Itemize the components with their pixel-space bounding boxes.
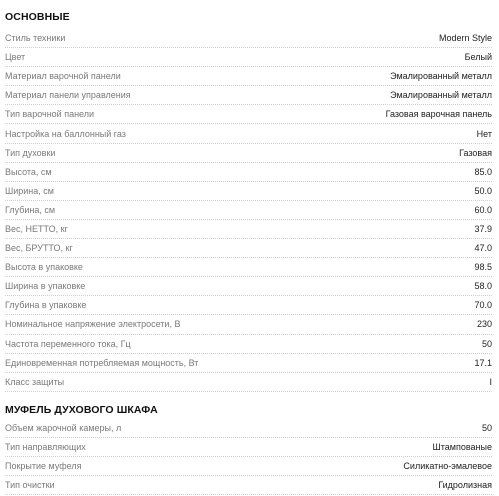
spec-row <box>5 86 492 105</box>
spec-value: I <box>489 376 492 387</box>
spec-row <box>5 457 492 476</box>
spec-label: Стиль техники <box>5 33 66 44</box>
section-title-main: ОСНОВНЫЕ <box>5 11 70 23</box>
spec-value: 58.0 <box>474 281 492 292</box>
spec-value: 230 <box>476 319 492 330</box>
spec-row <box>5 277 492 296</box>
spec-label: Номинальное напряжение электросети, В <box>5 319 181 330</box>
spec-row <box>5 354 492 373</box>
spec-label: Цвет <box>5 52 26 63</box>
spec-value: 50 <box>481 338 492 349</box>
spec-row <box>5 182 492 201</box>
spec-value: Белый <box>464 52 492 63</box>
spec-label: Тип направляющих <box>5 441 86 452</box>
spec-value: 50 <box>481 422 492 433</box>
spec-row <box>5 373 492 392</box>
spec-value: 85.0 <box>474 166 492 177</box>
spec-value: Силикатно-эмалевое <box>403 461 492 472</box>
spec-value: Эмалированный металл <box>390 71 492 82</box>
spec-row <box>5 239 492 258</box>
spec-row <box>5 476 492 495</box>
spec-label: Объем жарочной камеры, л <box>5 422 122 433</box>
spec-row <box>5 438 492 457</box>
spec-label: Тип духовки <box>5 147 56 158</box>
spec-value: 60.0 <box>474 204 492 215</box>
spec-row <box>5 419 492 438</box>
spec-value: Штампованые <box>432 441 492 452</box>
spec-label: Ширина, см <box>5 185 54 196</box>
spec-value: Газовая варочная панель <box>385 109 492 120</box>
spec-label: Настройка на баллонный газ <box>5 128 126 139</box>
spec-value: 17.1 <box>474 357 492 368</box>
spec-label: Глубина в упаковке <box>5 300 87 311</box>
spec-row <box>5 201 492 220</box>
spec-row <box>5 48 492 67</box>
spec-label: Высота в упаковке <box>5 262 83 273</box>
spec-label: Глубина, см <box>5 204 56 215</box>
spec-row <box>5 105 492 124</box>
spec-row <box>5 163 492 182</box>
spec-value: Нет <box>476 128 492 139</box>
spec-value: Modern Style <box>438 33 492 44</box>
spec-row <box>5 67 492 86</box>
specifications-table <box>5 0 492 495</box>
spec-label: Материал панели управления <box>5 90 131 101</box>
spec-label: Единовременная потребляемая мощность, Вт <box>5 357 199 368</box>
spec-row <box>5 29 492 48</box>
spec-row <box>5 144 492 163</box>
section-rows-main <box>5 29 492 392</box>
section-rows-oven-muffle <box>5 419 492 495</box>
spec-value: 70.0 <box>474 300 492 311</box>
spec-label: Ширина в упаковке <box>5 281 86 292</box>
spec-row <box>5 335 492 354</box>
spec-value: 37.9 <box>474 223 492 234</box>
spec-row <box>5 296 492 315</box>
spec-label: Тип очистки <box>5 480 55 491</box>
spec-value: Газовая <box>459 147 492 158</box>
spec-value: Эмалированный металл <box>390 90 492 101</box>
spec-label: Тип варочной панели <box>5 109 95 120</box>
spec-row <box>5 220 492 239</box>
spec-label: Вес, БРУТТО, кг <box>5 243 73 254</box>
spec-label: Материал варочной панели <box>5 71 121 82</box>
spec-label: Частота переменного тока, Гц <box>5 338 131 349</box>
spec-label: Класс защиты <box>5 376 65 387</box>
spec-row <box>5 124 492 143</box>
spec-value: 50.0 <box>474 185 492 196</box>
spec-row <box>5 258 492 277</box>
spec-value: Гидролизная <box>438 480 492 491</box>
spec-row <box>5 315 492 334</box>
spec-label: Покрытие муфеля <box>5 461 82 472</box>
spec-value: 47.0 <box>474 243 492 254</box>
section-title-oven-muffle: МУФЕЛЬ ДУХОВОГО ШКАФА <box>5 403 158 416</box>
spec-label: Вес, НЕТТО, кг <box>5 223 68 234</box>
spec-value: 98.5 <box>474 262 492 273</box>
spec-label: Высота, см <box>5 166 52 177</box>
